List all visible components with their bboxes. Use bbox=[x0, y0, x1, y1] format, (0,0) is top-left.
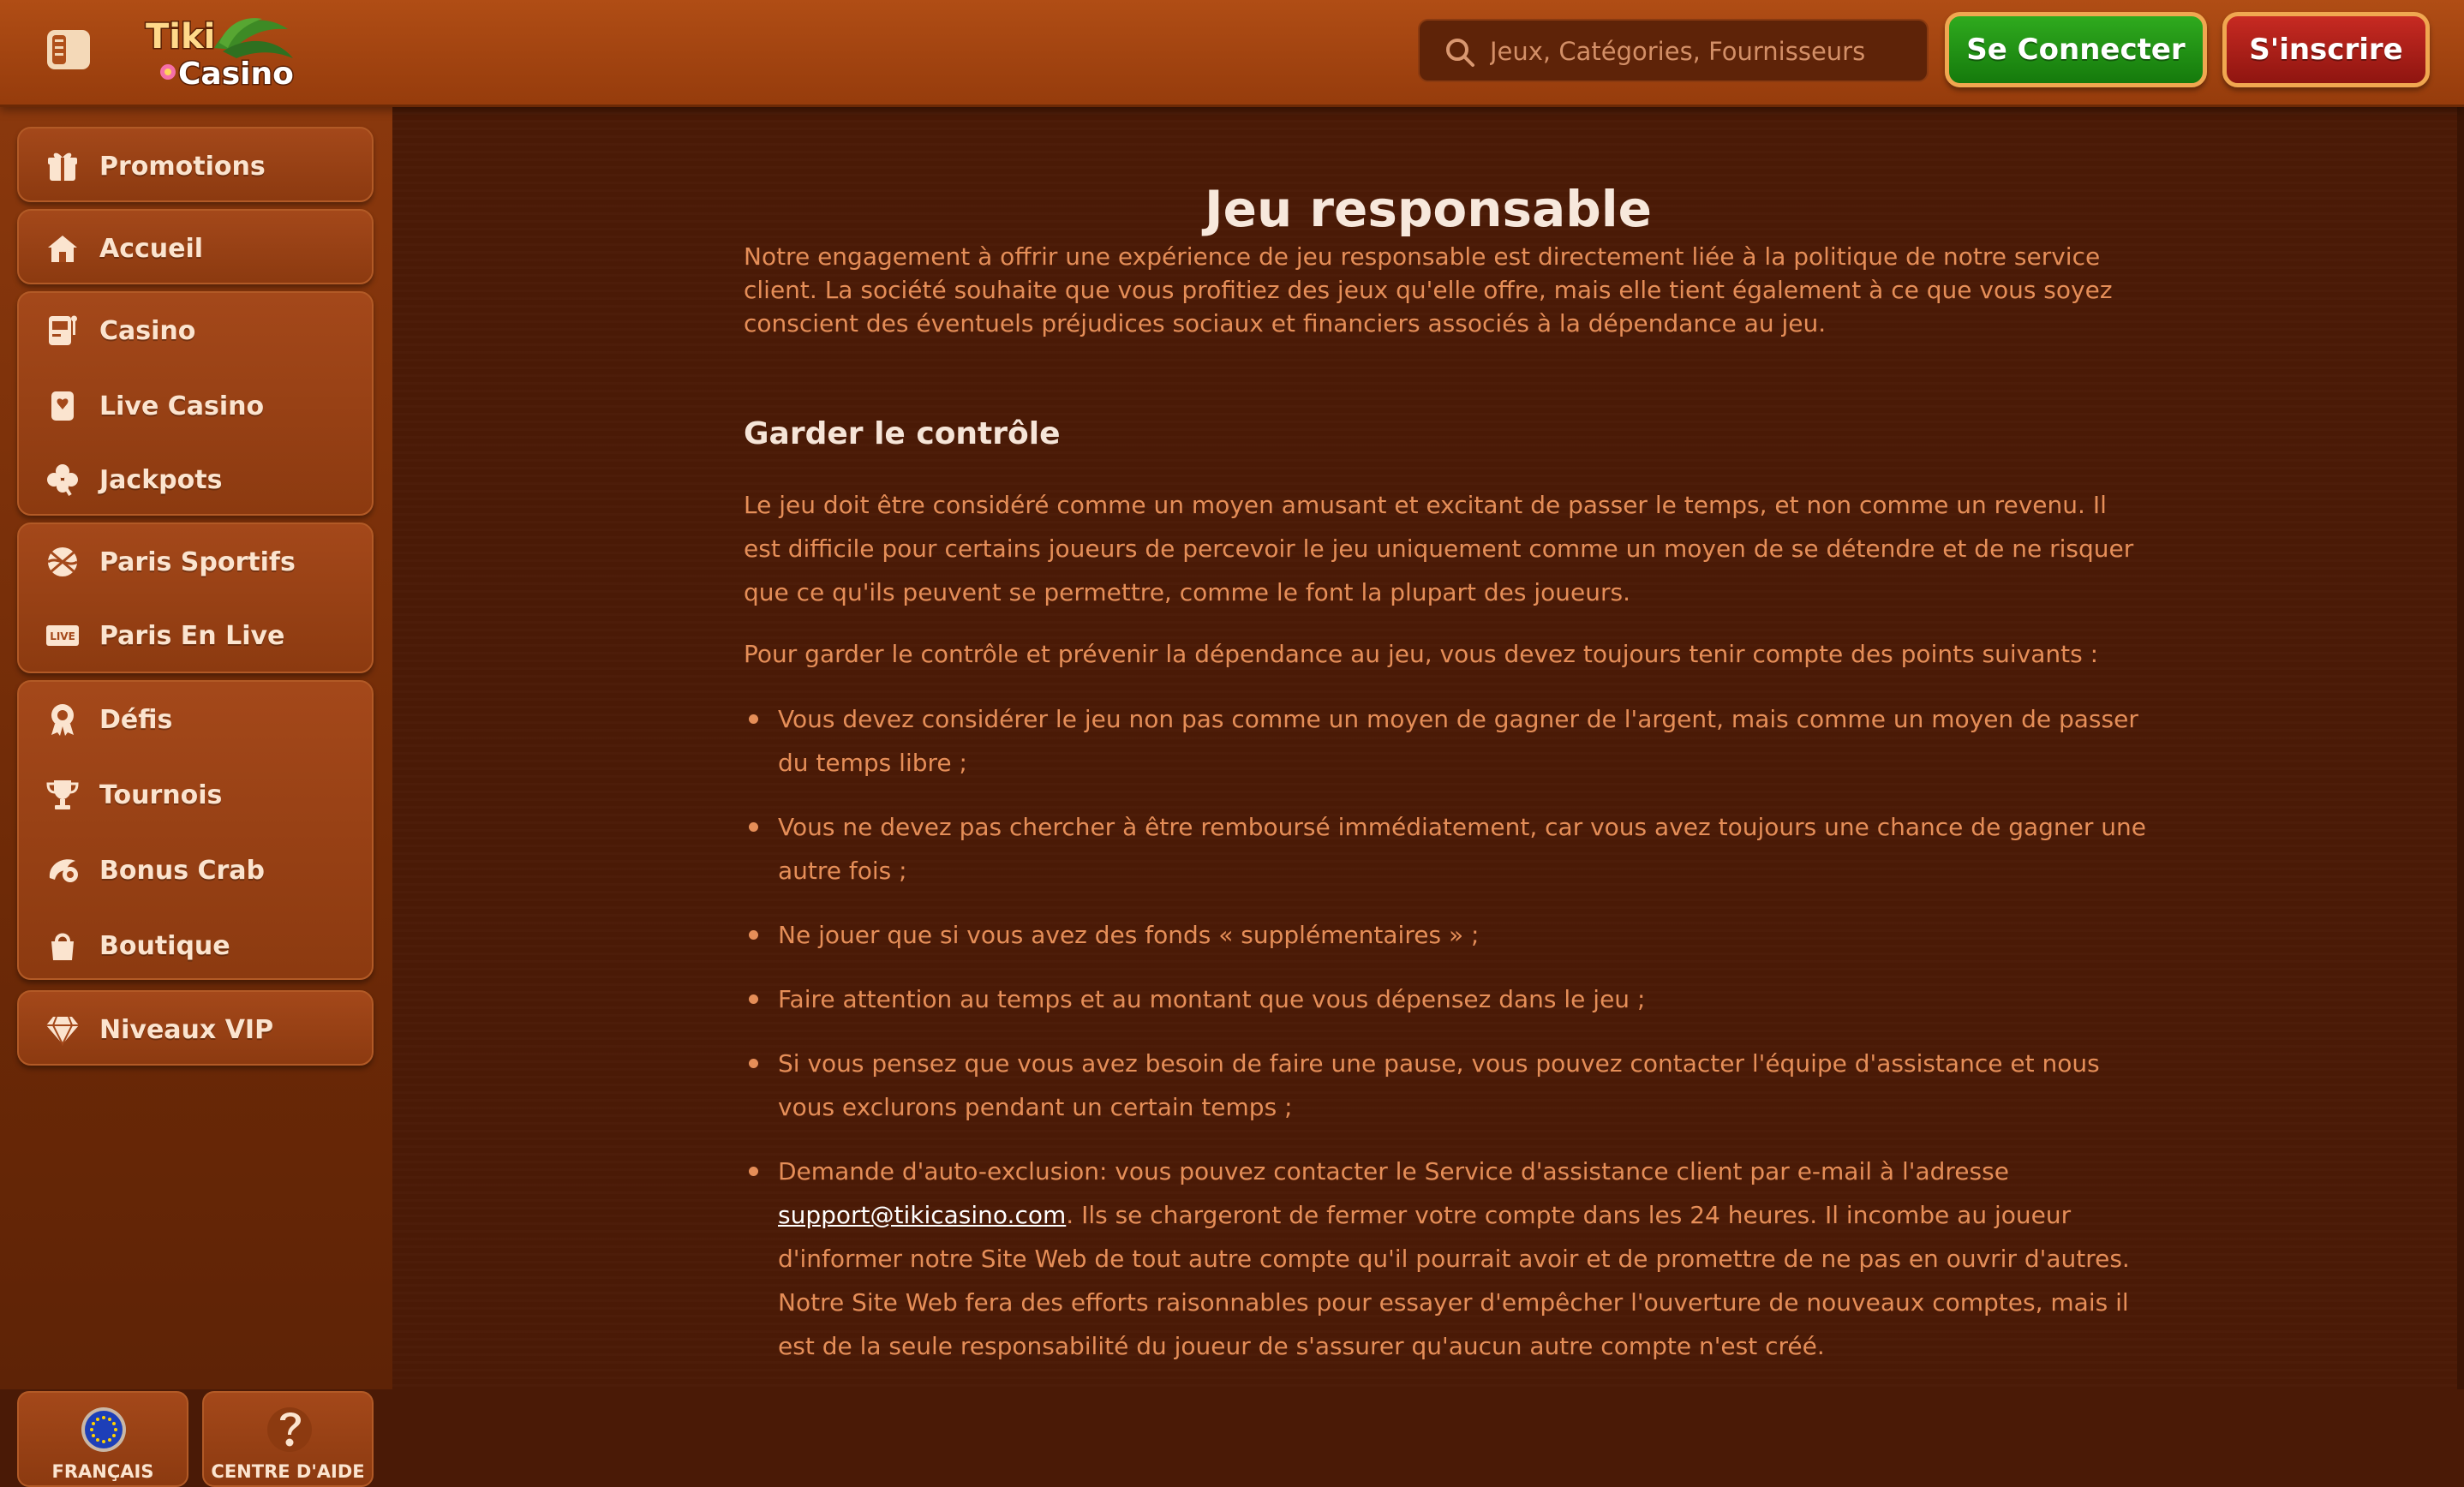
section-paragraph: Pour garder le contrôle et prévenir la dépendance au jeu, vous devez toujours tenir compte des points suivants : bbox=[744, 640, 2099, 668]
signup-button[interactable]: S'inscrire bbox=[2222, 12, 2430, 87]
bag-icon bbox=[45, 928, 81, 964]
search-icon bbox=[1444, 36, 1476, 69]
sidebar-item-jackpots[interactable] bbox=[19, 442, 372, 517]
nav-group-casino bbox=[17, 291, 374, 516]
nav-group-vip bbox=[17, 990, 374, 1066]
sidebar-item-label: Live Casino bbox=[99, 391, 265, 421]
sidebar-toggle-icon bbox=[45, 26, 93, 74]
list-item: Si vous pensez que vous avez besoin de faire une pause, vous pouvez contacter l'équipe d'assistance et nous vous exclurons pendant un certain temps ; bbox=[744, 1042, 2149, 1129]
sidebar-item-label: Niveaux VIP bbox=[99, 1014, 274, 1045]
nav-group-features bbox=[17, 680, 374, 980]
slot-machine-icon bbox=[45, 313, 81, 349]
tiki-casino-logo[interactable] bbox=[137, 9, 300, 94]
svg-text:Tiki: Tiki bbox=[146, 17, 216, 57]
sidebar-item-tournois[interactable] bbox=[19, 757, 372, 833]
search-bar[interactable] bbox=[1418, 19, 1929, 82]
sidebar-item-niveaux-vip[interactable] bbox=[19, 992, 372, 1067]
sidebar-item-paris-sportifs[interactable] bbox=[19, 524, 372, 600]
page-scrollbar[interactable] bbox=[2457, 105, 2464, 1389]
list-item-text: Demande d'auto-exclusion: vous pouvez contacter le Service d'assistance client par e-mail à l'adresse bbox=[778, 1157, 2009, 1185]
list-item: Faire attention au temps et au montant que vous dépensez dans le jeu ; bbox=[744, 977, 2149, 1021]
nav-group-promotions bbox=[17, 127, 374, 202]
list-item-text: . Ils se chargeront de fermer votre compte dans les 24 heures. Il incombe au joueur d'informer notre Site Web de tout autre compte qu'il pourrait avoir et de promettre de ne pas en ouvrir d'autres. Notre Site Web fera des efforts raisonnables pour essayer d'empêcher l'ouverture de nouveaux comptes, mais il est de la seule responsabilité du joueur de s'assurer qu'aucun autre compte n'est créé. bbox=[778, 1201, 2130, 1360]
section-paragraph: Le jeu doit être considéré comme un moyen amusant et excitant de passer le temps, et non comme un revenu. Il est difficile pour certains joueurs de percevoir le jeu uniquement comme un moyen de se détendre et de ne risquer que ce qu'ils peuvent se permettre, comme le font la plupart des joueurs. bbox=[744, 491, 2134, 606]
sidebar-item-label: Casino bbox=[99, 315, 196, 346]
logo-graphic bbox=[137, 9, 300, 94]
sidebar-item-boutique[interactable] bbox=[19, 908, 372, 983]
sidebar-item-casino[interactable] bbox=[19, 293, 372, 368]
support-email-link[interactable]: support@tikicasino.com bbox=[778, 1201, 1067, 1229]
sidebar-item-label: Défis bbox=[99, 704, 173, 735]
home-icon bbox=[45, 230, 81, 266]
sidebar-item-defis[interactable] bbox=[19, 682, 372, 757]
sidebar-item-bonus-crab[interactable] bbox=[19, 833, 372, 908]
live-icon bbox=[45, 618, 81, 654]
search-input[interactable] bbox=[1488, 21, 1920, 82]
sidebar-item-label: Tournois bbox=[99, 779, 223, 810]
sidebar-item-live-casino[interactable] bbox=[19, 368, 372, 444]
question-mark-icon bbox=[265, 1405, 314, 1454]
sidebar-toggle-button[interactable] bbox=[45, 26, 93, 74]
eu-flag-icon bbox=[79, 1405, 129, 1454]
language-button[interactable] bbox=[17, 1391, 188, 1487]
badge-icon bbox=[45, 702, 81, 738]
sidebar-item-label: Boutique bbox=[99, 930, 230, 961]
sidebar bbox=[0, 105, 392, 1482]
sidebar-item-label: Accueil bbox=[99, 233, 204, 264]
nav-group-sports bbox=[17, 523, 374, 673]
nav-group-home bbox=[17, 209, 374, 284]
svg-text:Casino: Casino bbox=[178, 57, 294, 92]
sidebar-item-label: Promotions bbox=[99, 151, 266, 182]
list-item: Vous ne devez pas chercher à être remboursé immédiatement, car vous avez toujours une chance de gagner une autre fois ; bbox=[744, 805, 2149, 893]
page-title: Jeu responsable bbox=[1205, 180, 1652, 238]
sidebar-item-promotions[interactable] bbox=[19, 128, 372, 204]
clover-icon bbox=[45, 462, 81, 498]
gift-icon bbox=[45, 148, 81, 184]
diamond-icon bbox=[45, 1012, 81, 1048]
top-header bbox=[0, 0, 2464, 107]
sidebar-item-label: Paris En Live bbox=[99, 620, 285, 651]
guidelines-list bbox=[744, 697, 2149, 1388]
help-center-label: CENTRE D'AIDE bbox=[211, 1461, 365, 1482]
ball-icon bbox=[45, 544, 81, 580]
main-content bbox=[392, 105, 2464, 1389]
help-center-button[interactable] bbox=[202, 1391, 374, 1487]
sidebar-item-label: Jackpots bbox=[99, 464, 223, 495]
login-button[interactable]: Se Connecter bbox=[1945, 12, 2207, 87]
trophy-icon bbox=[45, 777, 81, 813]
list-item: Vous devez considérer le jeu non pas comme un moyen de gagner de l'argent, mais comme un moyen de passer du temps libre ; bbox=[744, 697, 2149, 785]
list-item: Ne jouer que si vous avez des fonds « supplémentaires » ; bbox=[744, 913, 2149, 957]
sidebar-item-accueil[interactable] bbox=[19, 211, 372, 286]
list-item bbox=[744, 1150, 2149, 1368]
sidebar-item-label: Paris Sportifs bbox=[99, 546, 296, 577]
crab-icon bbox=[45, 852, 81, 888]
svg-text:LIVE: LIVE bbox=[50, 630, 75, 642]
sidebar-item-label: Bonus Crab bbox=[99, 855, 266, 886]
section-title: Garder le contrôle bbox=[744, 416, 1061, 451]
language-label: FRANÇAIS bbox=[51, 1461, 154, 1482]
intro-paragraph: Notre engagement à offrir une expérience de jeu responsable est directement liée à la politique de notre service client. La société souhaite que vous profitiez des jeux qu'elle offre, mais elle tient également à ce que vous soyez conscient des éventuels préjudices sociaux et financiers associés à la dépendance au jeu. bbox=[744, 242, 2113, 337]
sidebar-item-paris-en-live[interactable] bbox=[19, 598, 372, 673]
card-icon bbox=[45, 388, 81, 424]
